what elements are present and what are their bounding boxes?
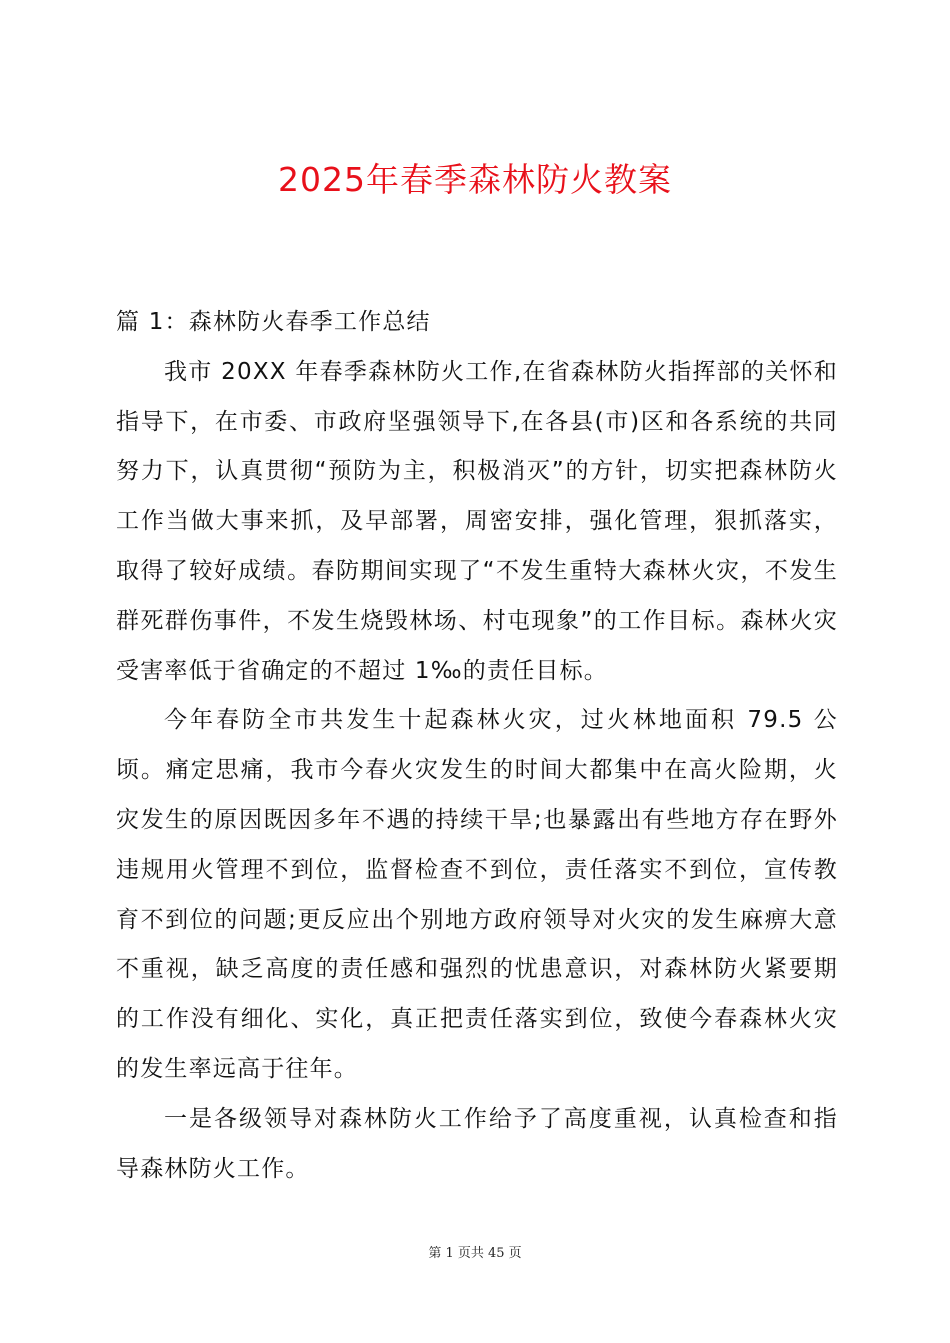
- document-title: 2025年春季森林防火教案: [278, 160, 672, 199]
- body-paragraph-2: 今年春防全市共发生十起森林火灾，过火林地面积 79.5 公顷。痛定思痛，我市今春火灾发生的时间大都集中在高火险期，火灾发生的原因既因多年不遇的持续干旱;也暴露出有些地方存在野外违规用火管理不到位，监督检查不到位，责任落实不到位，宣传教育不到位的问题;更反应出个别地方政府领导对火灾的发生麻痹大意不重视，缺乏高度的责任感和强烈的忧患意识，对森林防火紧要期的工作没有细化、实化，真正把责任落实到位，致使今春森林火灾的发生率远高于往年。: [116, 707, 838, 1082]
- page-footer: 第 1 页共 45 页: [428, 1246, 522, 1261]
- body-paragraph-3: 一是各级领导对森林防火工作给予了高度重视，认真检查和指导森林防火工作。: [116, 1105, 838, 1182]
- document-body: [116, 298, 838, 1194]
- body-paragraph-1: 我市 20XX 年春季森林防火工作,在省森林防火指挥部的关怀和指导下，在市委、市政府坚强领导下,在各县(市)区和各系统的共同努力下，认真贯彻“预防为主，积极消灭”的方针，切实把森林防火工作当做大事来抓，及早部署，周密安排，强化管理，狠抓落实，取得了较好成绩。春防期间实现了“不发生重特大森林火灾，不发生群死群伤事件，不发生烧毁林场、村屯现象”的工作目标。森林火灾受害率低于省确定的不超过 1‰的责任目标。: [116, 358, 838, 684]
- section-heading: 篇 1：森林防火春季工作总结: [116, 309, 431, 335]
